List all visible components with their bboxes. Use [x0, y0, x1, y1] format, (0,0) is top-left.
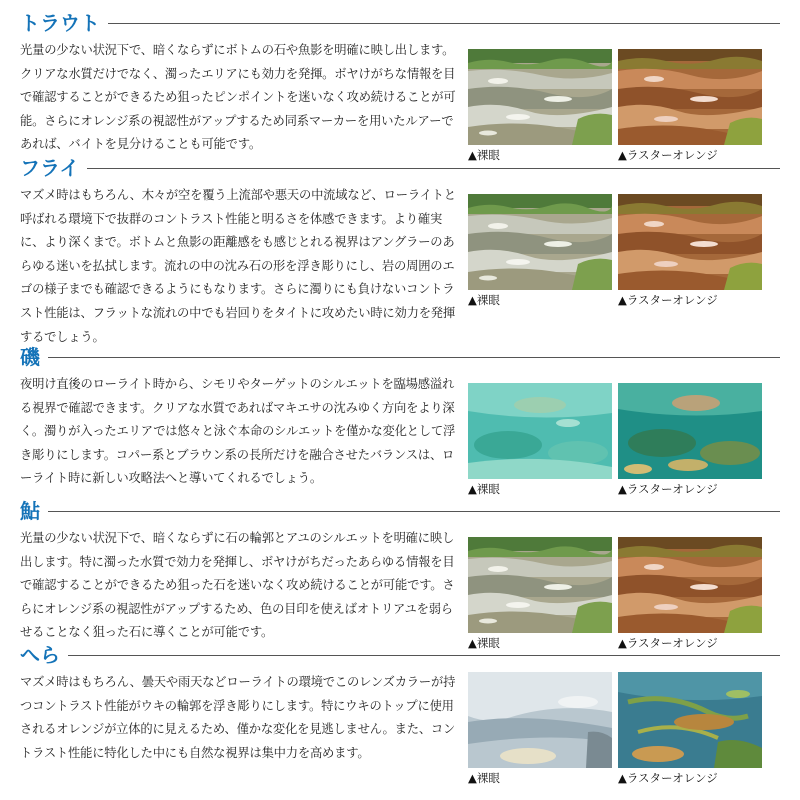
- heading-rule: [20, 655, 780, 656]
- heading-rule: [20, 357, 780, 358]
- photo-naked-eye: [468, 49, 612, 145]
- photo-naked-eye: [468, 383, 612, 479]
- caption-naked-eye: ▲裸眼: [468, 148, 500, 162]
- section-title: 鮎: [20, 498, 48, 524]
- section-title: 磯: [20, 344, 48, 370]
- caption-luster-orange: ▲ラスターオレンジ: [618, 482, 718, 496]
- section-body: 光量の少ない状況下で、暗くならずに石の輪郭とアユのシルエットを明確に映し出します。特に濁った水質で効力を発揮し、ボヤけがちだったあらゆる情報を目で確認することができるため狙った石を迷いなく攻め続けることが可能です。さらにオレンジ系の視認性がアップするため、色の目印を使えばオトリアユを弱らせることなく狙った石に導くことが可能です。: [20, 531, 455, 640]
- photo-luster-orange: [618, 49, 762, 145]
- photo-naked-eye: [468, 194, 612, 290]
- section-header: [20, 642, 780, 668]
- caption-luster-orange: ▲ラスターオレンジ: [618, 293, 718, 307]
- caption-naked-eye: ▲裸眼: [468, 293, 500, 307]
- photo-luster-orange: [618, 537, 762, 633]
- section-header: [20, 344, 780, 370]
- section-header: [20, 155, 780, 181]
- section-body: 光量の少ない状況下で、暗くならずにボトムの石や魚影を明確に映し出します。クリアな水質だけでなく、濁ったエリアにも効力を発揮。ボヤけがちな情報を目で確認することができるため狙ったピンポイントを迷いなく攻め続けることが可能。さらにオレンジ系の視認性がアップするため同系マーカーを用いたルアーであれば、バイトを見分けることも可能です。: [20, 43, 456, 152]
- caption-luster-orange: ▲ラスターオレンジ: [618, 771, 718, 785]
- section-header: [20, 10, 780, 36]
- photo-luster-orange: [618, 672, 762, 768]
- heading-rule: [20, 23, 780, 24]
- section-title: へら: [20, 642, 68, 668]
- photo-naked-eye: [468, 672, 612, 768]
- section-title: トラウト: [20, 10, 108, 36]
- photo-luster-orange: [618, 194, 762, 290]
- photo-naked-eye: [468, 537, 612, 633]
- photo-luster-orange: [618, 383, 762, 479]
- heading-rule: [20, 511, 780, 512]
- caption-naked-eye: ▲裸眼: [468, 771, 500, 785]
- section-body: 夜明け直後のローライト時から、シモリやターゲットのシルエットを臨場感溢れる視界で確認できます。クリアな水質であればマキエサの沈みゆく方向をより深く。濁りが入ったエリアでは悠々と泳ぐ本命のシルエットを僅かな変化として浮き彫りにします。コパー系とブラウン系の長所だけを融合させたバランスは、ローライト時に新しい攻略法へと導いてくれるでしょう。: [20, 377, 456, 486]
- section-title: フライ: [20, 155, 87, 181]
- caption-naked-eye: ▲裸眼: [468, 636, 500, 650]
- caption-luster-orange: ▲ラスターオレンジ: [618, 148, 718, 162]
- section-header: [20, 498, 780, 524]
- caption-luster-orange: ▲ラスターオレンジ: [618, 636, 718, 650]
- heading-rule: [20, 168, 780, 169]
- section-body: マズメ時はもちろん、木々が空を覆う上流部や悪天の中流域など、ローライトと呼ばれる環境下で抜群のコントラスト性能と明るさを体感できます。より確実に、より深くまで。ボトムと魚影の距離感をも感じとれる視界はアングラーのあらゆる迷いを払拭します。流れの中の沈み石の形を浮き彫りにし、岩の周囲のエゴの様子までも確認できるようにもなります。さらに濁りにも負けないコントラスト性能は、フラットな流れの中でも岩回りをタイトに攻めたい時に効力を発揮するでしょう。: [20, 188, 456, 344]
- caption-naked-eye: ▲裸眼: [468, 482, 500, 496]
- section-body: マズメ時はもちろん、曇天や雨天などローライトの環境でこのレンズカラーが持つコントラスト性能がウキの輪郭を浮き彫りにします。特にウキのトップに使用されるオレンジが立体的に見えるため、僅かな変化を見逃しません。また、コントラスト性能に特化した中にも自然な視界は集中力を高めます。: [20, 675, 456, 760]
